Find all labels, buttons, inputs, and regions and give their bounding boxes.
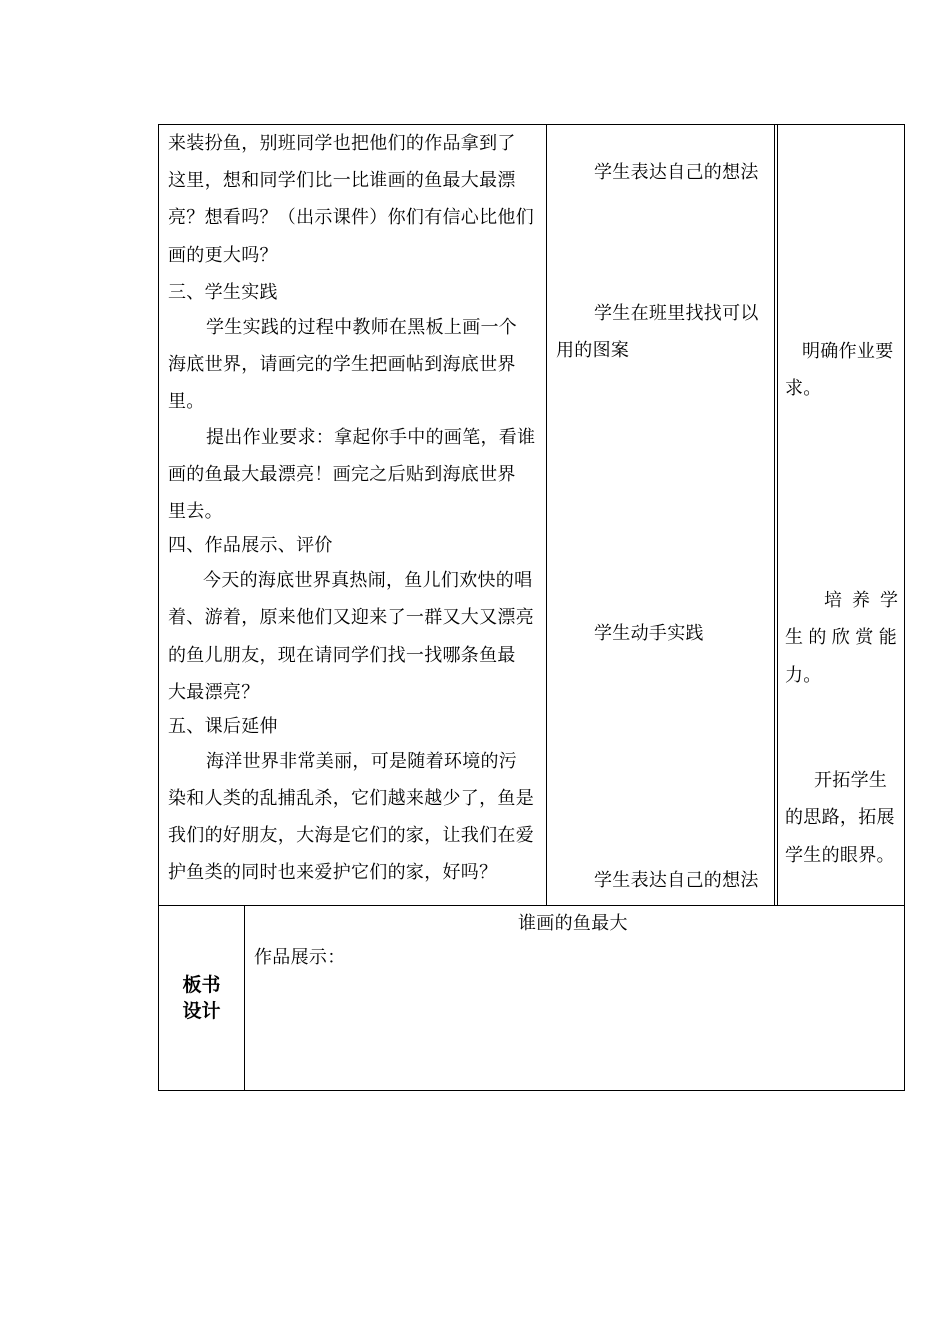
intent-broaden-line1: 开拓学生 (814, 770, 888, 791)
process-line: 学生实践的过程中教师在黑板上画一个 (206, 317, 518, 338)
board-display-label: 作品展示： (254, 947, 346, 968)
process-line: 海洋世界非常美丽，可是随着环境的污 (206, 751, 518, 772)
intent-broaden-line2: 的思路，拓展 (785, 807, 895, 828)
process-line: 我们的好朋友，大海是它们的家，让我们在爱 (168, 825, 534, 846)
intent-appreciate-line2: 生的欣赏能 (785, 627, 897, 648)
process-line: 的鱼儿朋友，现在请同学们找一找哪条鱼最 (168, 645, 516, 666)
student-activity-find-line1: 学生在班里找找可以 (594, 303, 759, 324)
board-title: 谁画的鱼最大 (518, 913, 628, 934)
process-line: 画的更大吗？ (168, 245, 278, 266)
process-line: 染和人类的乱捕乱杀，它们越来越少了，鱼是 (168, 788, 534, 809)
intent-broaden-line3: 学生的眼界。 (785, 845, 895, 866)
intent-appreciate-line1: 培养学 (824, 590, 908, 611)
process-line: 大最漂亮？ (168, 682, 260, 703)
intent-appreciate-line3: 力。 (785, 665, 822, 686)
table-top-border (158, 124, 905, 125)
process-line: 这里，想和同学们比一比谁画的鱼最大最漂 (168, 170, 516, 191)
table-bottom-border (158, 1090, 905, 1091)
section-heading-display: 四、作品展示、评价 (168, 535, 333, 556)
process-line: 里。 (168, 391, 205, 412)
student-activity-practice: 学生动手实践 (594, 623, 704, 644)
process-line: 里去。 (168, 501, 223, 522)
column-divider-2a (774, 124, 775, 905)
process-line: 海底世界，请画完的学生把画帖到海底世界 (168, 354, 516, 375)
section-heading-extension: 五、课后延伸 (168, 716, 278, 737)
column-divider-1 (546, 124, 547, 905)
student-activity-find-line2: 用的图案 (556, 340, 630, 361)
board-label-line2: 设计 (182, 1000, 221, 1022)
student-activity-express: 学生表达自己的想法 (594, 162, 759, 183)
board-label-line1: 板书 (182, 974, 221, 996)
process-line: 着、游着，原来他们又迎来了一群又大又漂亮 (168, 607, 534, 628)
table-left-border (158, 124, 159, 1091)
board-label-divider (244, 905, 245, 1090)
process-line: 画的鱼最大最漂亮！画完之后贴到海底世界 (168, 464, 516, 485)
board-design-label (159, 972, 244, 1024)
process-line: 提出作业要求：拿起你手中的画笔，看谁 (206, 427, 536, 448)
intent-clarify-line2: 求。 (785, 378, 822, 399)
intent-clarify-line1: 明确作业要 (802, 341, 894, 362)
process-line: 护鱼类的同时也来爱护它们的家，好吗？ (168, 862, 498, 883)
section-heading-practice: 三、学生实践 (168, 282, 278, 303)
process-line: 来装扮鱼，别班同学也把他们的作品拿到了 (168, 133, 516, 154)
column-divider-2b (777, 124, 778, 905)
student-activity-express-2: 学生表达自己的想法 (594, 870, 759, 891)
process-line: 今天的海底世界真热闹，鱼儿们欢快的唱 (203, 570, 533, 591)
process-line: 亮？想看吗？（出示课件）你们有信心比他们 (168, 207, 534, 228)
